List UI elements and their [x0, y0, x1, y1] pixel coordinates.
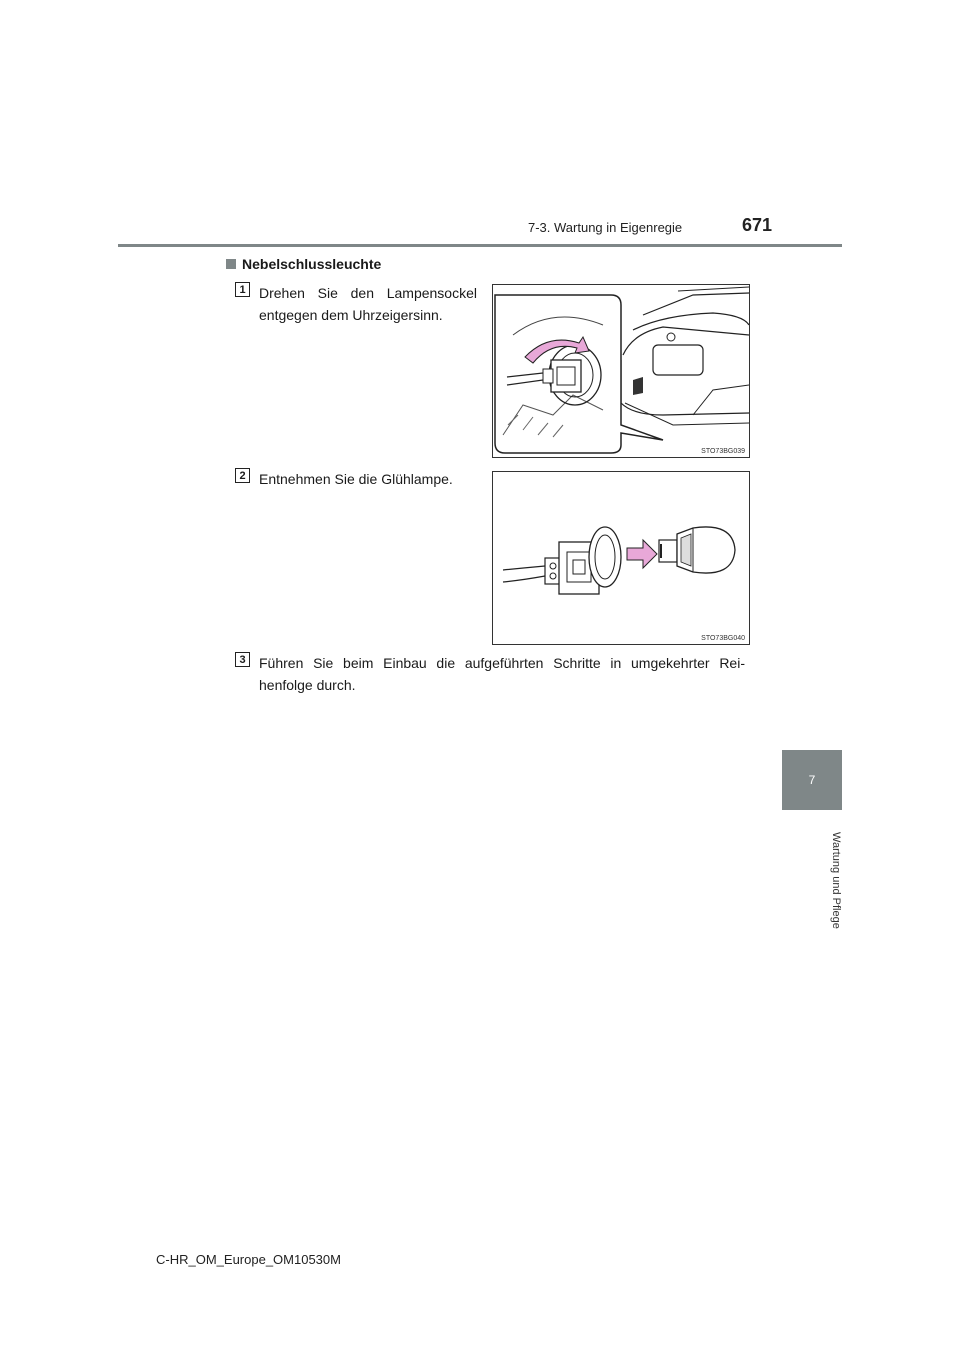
step-1-line-1: Drehen Sie den Lampensockel [259, 285, 477, 301]
chapter-number: 7 [808, 773, 816, 787]
socket-rotation-illustration [493, 285, 749, 457]
square-bullet-icon [226, 259, 236, 269]
step-number-1: 1 [235, 282, 250, 297]
figure-code: STO73BG040 [701, 635, 745, 642]
page-number: 671 [742, 215, 773, 235]
header-section-title: 7-3. Wartung in Eigenregie [528, 220, 683, 235]
step-2-line-1: Entnehmen Sie die Glühlampe. [259, 471, 453, 487]
step-3-text [259, 652, 745, 696]
figure-code: STO73BG039 [701, 448, 745, 455]
figure-remove-socket [492, 284, 750, 458]
step-2-text [259, 468, 453, 490]
step-1-line-2: entgegen dem Uhrzeigersinn. [259, 307, 443, 323]
bulb-removal-illustration [493, 472, 749, 644]
step-3-line-2: henfolge durch. [259, 677, 356, 693]
document-footer-code: C-HR_OM_Europe_OM10530M [156, 1252, 341, 1267]
header-divider [118, 244, 842, 247]
step-3-line-1: Führen Sie beim Einbau die aufgeführten Schritte in umgekehrter Rei- [259, 655, 745, 671]
chapter-title-vertical [782, 820, 842, 940]
section-heading-text: Nebelschlussleuchte [242, 256, 382, 272]
step-number-2: 2 [235, 468, 250, 483]
chapter-tab [782, 750, 842, 810]
step-number-3: 3 [235, 652, 250, 667]
figure-remove-bulb [492, 471, 750, 645]
chapter-title: Wartung und Pflege [830, 831, 842, 929]
section-heading [226, 256, 381, 272]
step-1-text [259, 282, 477, 326]
